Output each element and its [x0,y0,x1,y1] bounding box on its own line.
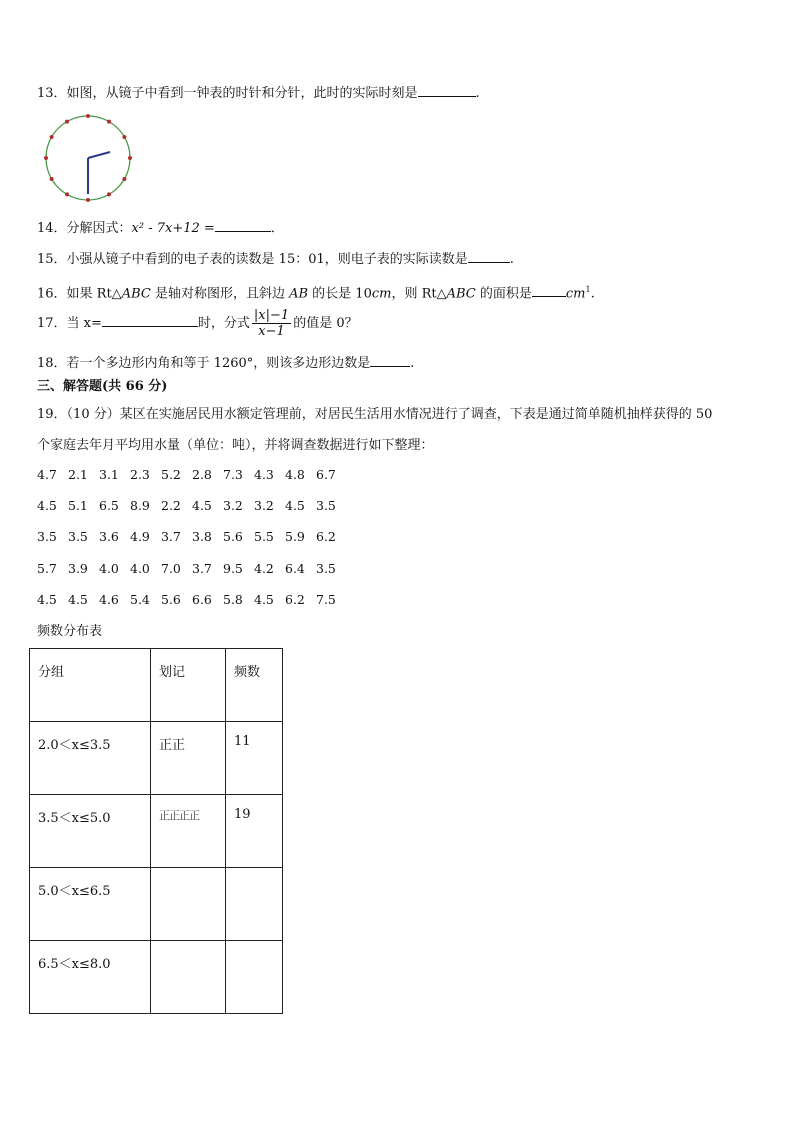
data-value: 2.3 [130,467,150,482]
data-value: 3.2 [254,498,274,513]
question-14 [37,218,284,238]
data-value: 4.5 [37,592,57,607]
table-row [30,795,283,868]
q14-end: ． [270,221,284,236]
answer-blank [215,218,271,232]
cell-tally [151,941,226,1014]
data-value: 4.8 [285,467,305,482]
q15-text: 15．小强从镜子中看到的电子表的读数是 15：01，则电子表的实际读数是 [37,252,468,267]
answer-blank [102,313,198,327]
q16-end: . [590,286,595,302]
data-value: 3.8 [192,529,212,544]
answer-blank [532,283,566,297]
q17-part: 时，分式 [197,316,250,331]
cell-count: 11 [226,722,283,795]
data-value: 6.7 [316,467,336,482]
q16-unit: cm [371,286,392,302]
question-15 [37,249,514,269]
data-value: 5.9 [285,529,305,544]
q16-superscript: 1 [585,285,591,294]
data-value: 4.6 [99,592,119,607]
data-value: 3.2 [223,498,243,513]
data-value: 6.6 [192,592,212,607]
data-value: 3.7 [192,561,212,576]
header-count: 频数 [226,649,283,722]
question-19-line1: 19．（10 分）某区在实施居民用水额定管理前，对居民生活用水情况进行了调查，下表是通过简单随机抽样获得的 50 [37,407,713,422]
q18-text: 18．若一个多边形内角和等于 1260°，则该多边形边数是 [37,356,371,371]
data-value: 4.9 [130,529,150,544]
q13-text: 13．如图，从镜子中看到一钟表的时针和分针，此时的实际时刻是 [37,86,418,101]
data-value: 5.6 [161,592,181,607]
cell-count: 19 [226,795,283,868]
q17-part: 的值是 0？ [293,316,358,331]
data-value: 3.5 [316,561,336,576]
data-row [37,561,347,576]
data-value: 2.8 [192,467,212,482]
q16-part: 的面积是 [475,286,532,302]
cell-count [226,868,283,941]
answer-blank [418,83,476,97]
table-row [30,722,283,795]
data-value: 6.2 [316,529,336,544]
data-value: 5.4 [130,592,150,607]
data-value: 2.2 [161,498,181,513]
data-value: 6.5 [99,498,119,513]
data-value: 3.6 [99,529,119,544]
data-value: 4.5 [254,592,274,607]
data-value: 4.5 [68,592,88,607]
data-row [37,498,347,513]
data-value: 4.0 [130,561,150,576]
data-value: 4.5 [192,498,212,513]
data-value: 9.5 [223,561,243,576]
fraction-denominator: x−1 [258,324,285,339]
data-value: 5.7 [37,561,57,576]
data-value: 3.1 [99,467,119,482]
q14-prefix: 14．分解因式： [37,221,132,236]
data-value: 4.2 [254,561,274,576]
data-value: 3.5 [316,498,336,513]
data-row [37,467,347,482]
data-value: 5.5 [254,529,274,544]
q15-end: . [509,252,514,267]
data-value: 7.5 [316,592,336,607]
data-value: 3.5 [37,529,57,544]
q16-side: AB [289,286,309,302]
cell-count [226,941,283,1014]
data-value: 5.1 [68,498,88,513]
q16-part: 是轴对称图形，且斜边 [150,286,290,302]
tally-marks: 正正正正 [159,809,199,822]
answer-blank [468,249,510,263]
data-value: 4.3 [254,467,274,482]
data-row [37,529,347,544]
data-value: 4.0 [99,561,119,576]
table-row [30,941,283,1014]
answer-blank [370,353,410,367]
data-value: 5.2 [161,467,181,482]
data-value: 2.1 [68,467,88,482]
q16-part: ，则 Rt△ [391,286,447,302]
q13-end: . [475,86,480,101]
data-value: 7.3 [223,467,243,482]
q16-triangle: ABC [121,286,151,302]
question-18 [37,353,414,373]
q16-triangle: ABC [446,286,476,302]
data-value: 3.9 [68,561,88,576]
header-tally: 划记 [151,649,226,722]
cell-group: 6.5＜x≤8.0 [30,941,151,1014]
data-value: 4.7 [37,467,57,482]
data-value: 5.6 [223,529,243,544]
q18-end: . [410,356,415,371]
mirror-clock-figure [40,112,136,204]
data-value: 8.9 [130,498,150,513]
data-value: 3.5 [68,529,88,544]
table-title: 频数分布表 [37,624,103,639]
data-value: 3.7 [161,529,181,544]
data-value: 6.4 [285,561,305,576]
question-17 [37,306,358,342]
table-row [30,868,283,941]
frequency-table [29,648,283,1014]
data-value: 5.8 [223,592,243,607]
q16-unit: cm [565,286,586,302]
data-value: 4.5 [285,498,305,513]
cell-tally [151,795,226,868]
question-13 [37,83,480,103]
cell-group: 2.0＜x≤3.5 [30,722,151,795]
q14-expression: x² - 7x+12 = [131,221,215,236]
header-group: 分组 [30,649,151,722]
data-value: 7.0 [161,561,181,576]
data-row [37,592,347,607]
data-value: 4.5 [37,498,57,513]
q16-part: 的长是 10 [308,286,372,302]
q17-part: 17．当 x= [37,316,102,331]
data-value: 6.2 [285,592,305,607]
cell-tally: 正正 [151,722,226,795]
clock-hour-hand [88,152,110,158]
section-heading: 三、解答题(共 66 分) [37,379,168,394]
cell-group: 5.0＜x≤6.5 [30,868,151,941]
cell-group: 3.5＜x≤5.0 [30,795,151,868]
table-header-row [30,649,283,722]
fraction-numerator: |x|−1 [253,308,290,323]
q17-fraction [252,308,291,339]
cell-tally [151,868,226,941]
question-16 [37,281,595,303]
q16-part: 16．如果 Rt△ [37,286,122,302]
question-19-line2: 个家庭去年月平均用水量（单位：吨），并将调查数据进行如下整理： [37,438,434,453]
